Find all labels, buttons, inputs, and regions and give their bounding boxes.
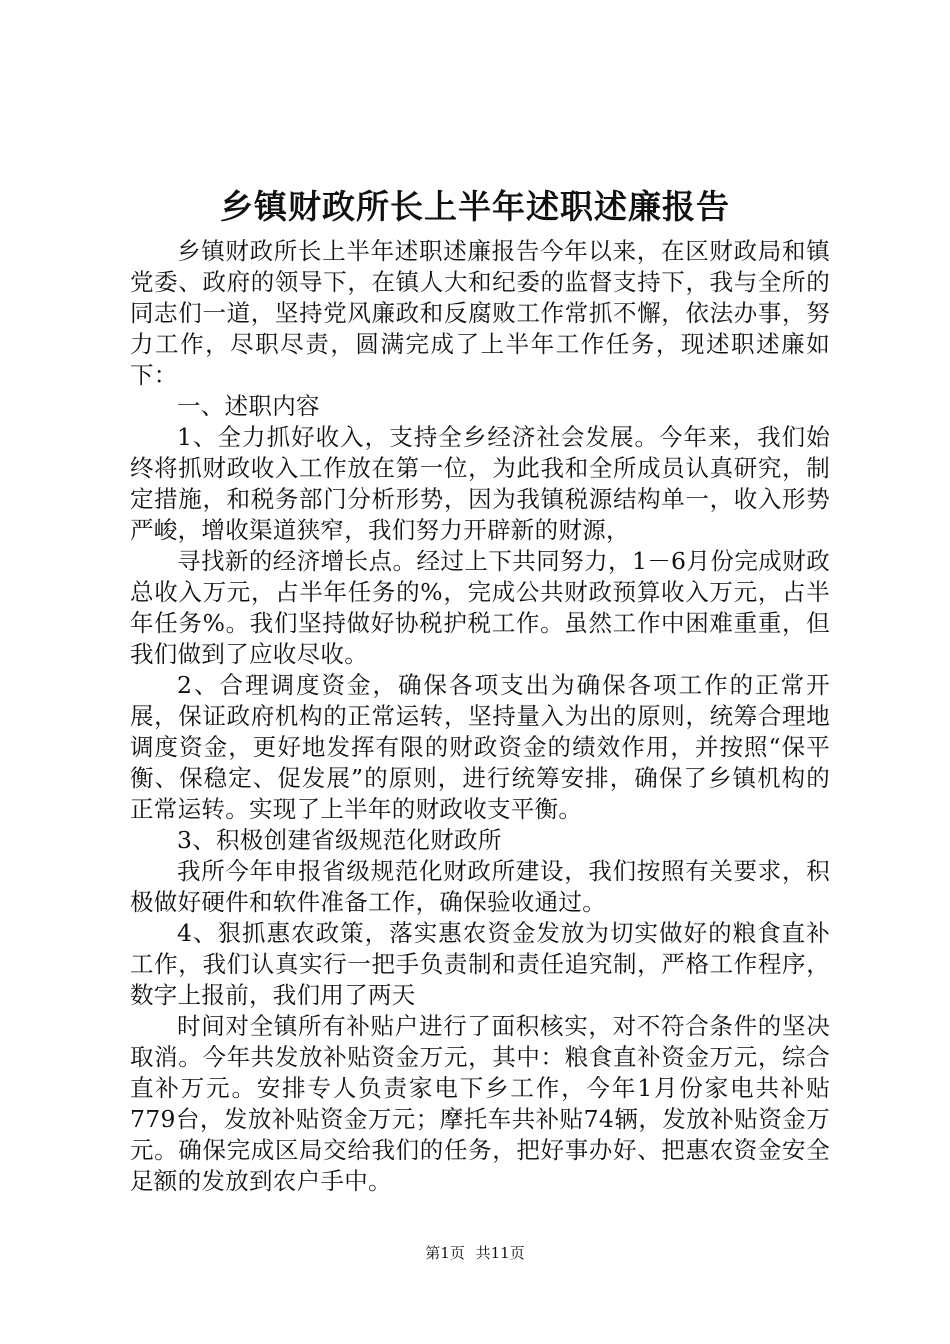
paragraph-subsidy-detail: 时间对全镇所有补贴户进行了面积核实，对不符合条件的坚决取消。今年共发放补贴资金万元，其中：粮食直补资金万元，综合直补万元。安排专人负责家电下乡工作，今年1月份家电共补贴779台，发放补贴资金万元；摩托车共补贴74辆，发放补贴资金万元。确保完成区局交给我们的任务，把好事办好、把惠农资金安全足额的发放到农户手中。 (130, 1012, 830, 1195)
page-footer (0, 1241, 950, 1265)
paragraph-revenue: 1、全力抓好收入，支持全乡经济社会发展。今年来，我们始终将抓财政收入工作放在第一位，为此我和全所成员认真研究，制定措施，和税务部门分析形势，因为我镇税源结构单一，收入形势严峻，增收渠道狭窄，我们努力开辟新的财源， (130, 423, 830, 544)
paragraph-growth: 寻找新的经济增长点。经过上下共同努力，1－6月份完成财政总收入万元，占半年任务的%，完成公共财政预算收入万元，占半年任务%。我们坚持做好协税护税工作。虽然工作中困难重重，但我们做到了应收尽收。 (130, 547, 830, 668)
section-heading-standard: 3、积极创建省级规范化财政所 (177, 826, 502, 854)
document-body (130, 236, 830, 1197)
page-total: 共11页 (475, 1244, 525, 1262)
paragraph-standard: 我所今年申报省级规范化财政所建设，我们按照有关要求，积极做好硬件和软件准备工作，确保验收通过。 (130, 857, 830, 916)
paragraph-funds: 2、合理调度资金，确保各项支出为确保各项工作的正常开展，保证政府机构的正常运转，坚持量入为出的原则，统筹合理地调度资金，更好地发挥有限的财政资金的绩效作用，并按照“保平衡、保稳定、促发展”的原则，进行统筹安排，确保了乡镇机构的正常运转。实现了上半年的财政收支平衡。 (130, 671, 830, 823)
page-number: 第1页 (425, 1244, 465, 1262)
section-heading-duty: 一、述职内容 (177, 392, 320, 420)
paragraph-intro: 乡镇财政所长上半年述职述廉报告今年以来，在区财政局和镇党委、政府的领导下，在镇人大和纪委的监督支持下，我与全所的同志们一道，坚持党风廉政和反腐败工作常抓不懈，依法办事，努力工作，尽职尽责，圆满完成了上半年工作任务，现述职述廉如下： (130, 237, 830, 389)
paragraph-subsidy: 4、狠抓惠农政策，落实惠农资金发放为切实做好的粮食直补工作，我们认真实行一把手负责制和责任追究制，严格工作程序，数字上报前，我们用了两天 (130, 919, 830, 1009)
document-title: 乡镇财政所长上半年述职述廉报告 (220, 187, 730, 226)
